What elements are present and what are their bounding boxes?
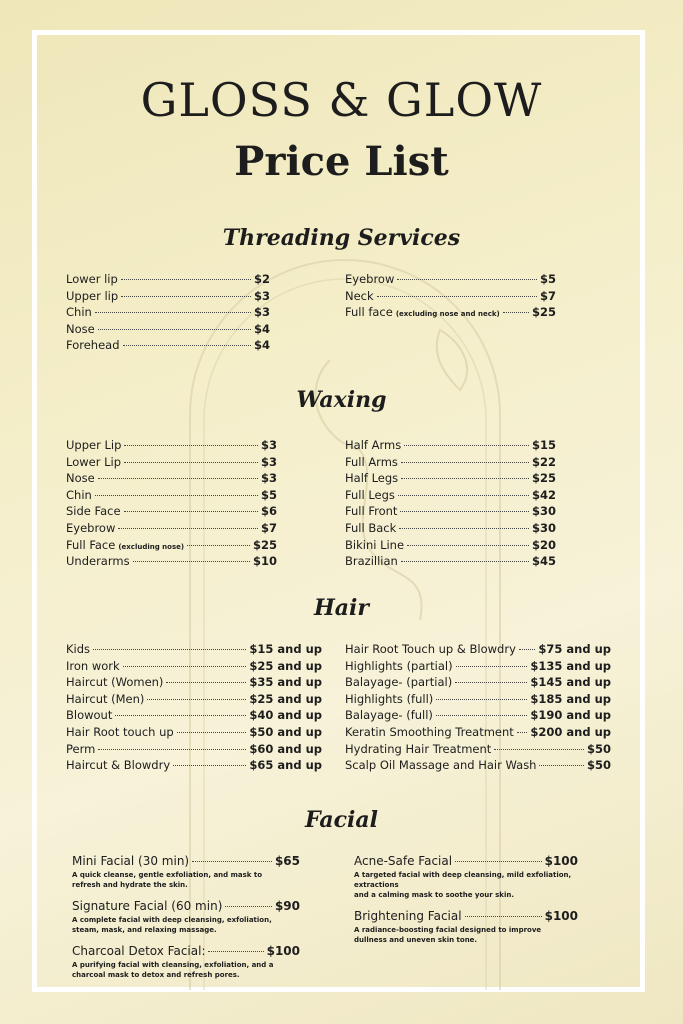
facial-description: A radiance-boosting facial designed to improve dullness and uneven skin tone. (354, 926, 542, 944)
hair-left-list (66, 642, 322, 775)
threading-left-list (66, 272, 270, 355)
hair-section-title: Hair (314, 595, 369, 621)
list-item: Nose $4 (66, 321, 270, 336)
list-item: Full face (excluding nose and neck) $25 (345, 305, 556, 320)
list-item: Full Legs $42 (345, 487, 556, 502)
list-item: Lower Lip $3 (66, 454, 277, 469)
list-item: Hair Root Touch up & Blowdry $75 and up (345, 642, 611, 656)
list-item: Nose $3 (66, 471, 277, 486)
list-item: Balayage- (partial) $145 and up (345, 675, 611, 690)
list-item: Neck $7 (345, 288, 556, 303)
list-item: Iron work $25 and up (66, 658, 322, 673)
hair-right-list (345, 642, 611, 775)
facial-description: A quick cleanse, gentle exfoliation, and mask to refresh and hydrate the skin. (72, 871, 263, 889)
list-item: Hydrating Hair Treatment $50 (345, 741, 611, 756)
list-item: Highlights (full) $185 and up (345, 691, 611, 706)
list-item: Mini Facial (30 min) $65 A quick cleanse, gentle exfoliation, and mask to refresh and hydrate the skin. (72, 854, 300, 889)
list-item: Highlights (partial) $135 and up (345, 658, 611, 673)
waxing-left-list (66, 438, 277, 571)
list-item: Chin $5 (66, 487, 277, 502)
list-item: Full Front $30 (345, 504, 556, 519)
list-item: Perm $60 and up (66, 741, 322, 756)
list-item: Charcoal Detox Facial: $100 A purifying facial with cleansing, exfoliation, and a charcoal mask to detox and refresh pores. (72, 944, 300, 979)
list-item: Brazillian $45 (345, 554, 556, 569)
list-item: Half Legs $25 (345, 471, 556, 486)
threading-section-title: Threading Services (222, 225, 461, 251)
list-item: Haircut (Women) $35 and up (66, 675, 322, 690)
list-item: Upper lip $3 (66, 288, 270, 303)
list-item: Lower lip $2 (66, 272, 270, 286)
list-item: Full Back $30 (345, 520, 556, 535)
list-item: Underarms $10 (66, 554, 277, 569)
list-item: Bikini Line $20 (345, 537, 556, 552)
facial-description: A purifying facial with cleansing, exfoliation, and a charcoal mask to detox and refresh pores. (72, 961, 274, 979)
facial-description: A targeted facial with deep cleansing, mild exfoliation, extractions and a calming mask to soothe your skin. (354, 871, 572, 899)
salon-title: GLOSS & GLOW (140, 73, 543, 127)
list-item: Haircut (Men) $25 and up (66, 691, 322, 706)
list-item: Eyebrow $5 (345, 272, 556, 286)
facial-left-list (72, 854, 300, 989)
facial-right-list (354, 854, 578, 954)
list-item: Signature Facial (60 min) $90 A complete facial with deep cleansing, exfoliation, steam, mask, and relaxing massage. (72, 899, 300, 934)
list-item: Forehead $4 (66, 338, 270, 353)
list-item: Chin $3 (66, 305, 270, 320)
list-item: Blowout $40 and up (66, 708, 322, 723)
price-list-subtitle: Price List (234, 138, 449, 185)
list-item: Acne-Safe Facial $100 A targeted facial with deep cleansing, mild exfoliation, extractions and a calming mask to soothe your skin. (354, 854, 578, 899)
list-item: Half Arms $15 (345, 438, 556, 452)
threading-right-list (345, 272, 556, 322)
list-item: Full Face (excluding nose) $25 (66, 537, 277, 552)
facial-section-title: Facial (304, 807, 379, 833)
facial-description: A complete facial with deep cleansing, exfoliation, steam, mask, and relaxing massage. (72, 916, 272, 934)
waxing-right-list (345, 438, 556, 571)
list-item: Eyebrow $7 (66, 520, 277, 535)
list-item: Haircut & Blowdry $65 and up (66, 758, 322, 773)
list-item: Side Face $6 (66, 504, 277, 519)
list-item: Upper Lip $3 (66, 438, 277, 452)
list-item: Balayage- (full) $190 and up (345, 708, 611, 723)
list-item: Brightening Facial $100 A radiance-boosting facial designed to improve dullness and uneven skin tone. (354, 909, 578, 944)
list-item: Full Arms $22 (345, 454, 556, 469)
list-item: Kids $15 and up (66, 642, 322, 656)
list-item: Keratin Smoothing Treatment $200 and up (345, 724, 611, 739)
list-item: Scalp Oil Massage and Hair Wash $50 (345, 758, 611, 773)
waxing-section-title: Waxing (296, 387, 387, 413)
list-item: Hair Root touch up $50 and up (66, 724, 322, 739)
